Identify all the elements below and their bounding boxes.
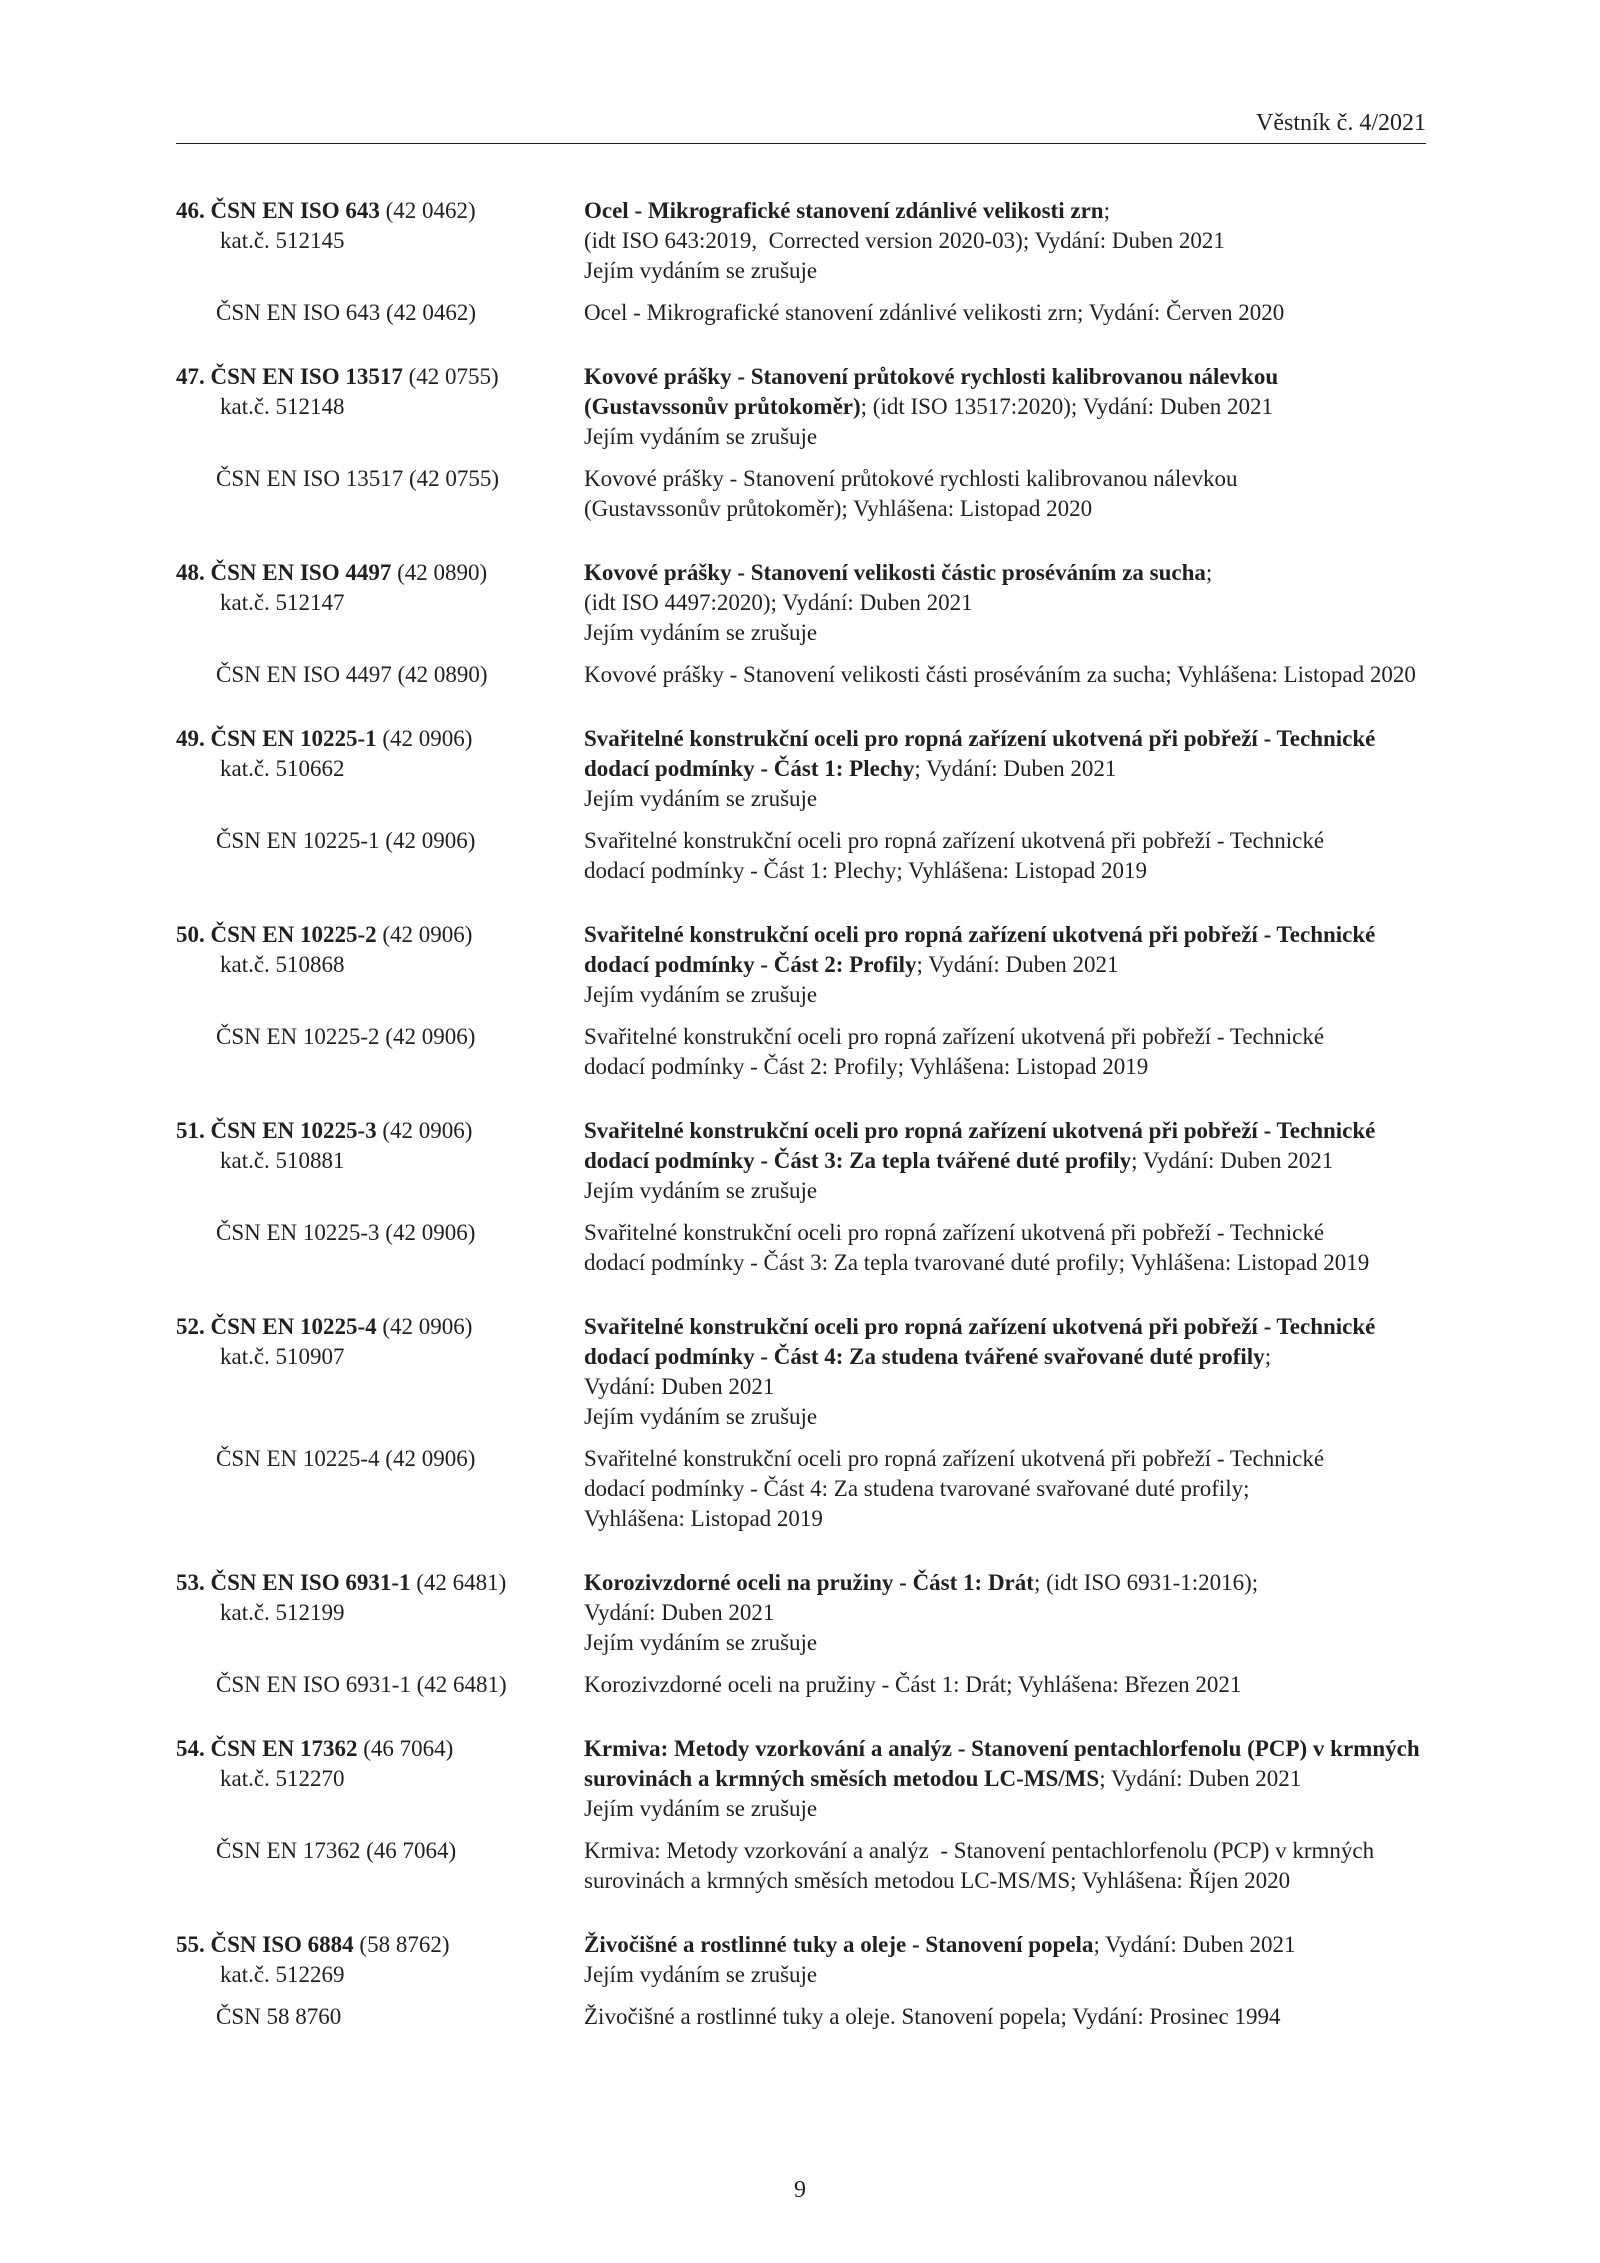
standard-class-number: (42 0462) (379, 198, 476, 223)
entry-number: 55. (176, 1932, 205, 1957)
standard-code: ČSN EN ISO 4497 (210, 560, 392, 585)
entry-number: 54. (176, 1736, 205, 1761)
standard-identifier (176, 558, 584, 648)
standard-title: Korozivzdorné oceli na pružiny - Část 1: Drát (584, 1570, 1034, 1595)
standard-title-line (584, 724, 1426, 754)
standard-code-line (176, 558, 584, 588)
standard-entry (176, 1568, 1426, 1700)
standard-entry (176, 1116, 1426, 1278)
withdrawn-detail-line: Vyhlášena: Listopad 2019 (584, 1506, 823, 1531)
catalogue-number: kat.č. 512199 (220, 1600, 345, 1625)
standard-title-line (584, 1342, 1426, 1372)
withdrawn-code: ČSN EN ISO 643 (42 0462) (216, 300, 477, 325)
standard-title-line (584, 558, 1426, 588)
standard-entry (176, 558, 1426, 690)
replaces-note: Jejím vydáním se zrušuje (584, 982, 818, 1007)
new-standard-row (176, 920, 1426, 1010)
withdrawn-detail-line: dodací podmínky - Část 3: Za tepla tvarované duté profily; Vyhlášena: Listopad 2019 (584, 1250, 1370, 1275)
new-standard-row (176, 724, 1426, 814)
withdrawn-code: ČSN EN ISO 4497 (42 0890) (216, 662, 488, 687)
standard-title-line (584, 920, 1426, 950)
withdrawn-detail-line: dodací podmínky - Část 4: Za studena tvarované svařované duté profily; (584, 1476, 1250, 1501)
new-standard-row (176, 1312, 1426, 1432)
standard-title: Svařitelné konstrukční oceli pro ropná zařízení ukotvená při pobřeží - Technické (584, 1118, 1376, 1143)
standard-title: Svařitelné konstrukční oceli pro ropná zařízení ukotvená při pobřeží - Technické (584, 922, 1376, 947)
standard-code-line (176, 724, 584, 754)
withdrawn-detail-line: Živočišné a rostlinné tuky a oleje. Stanovení popela; Vydání: Prosinec 1994 (584, 2004, 1281, 2029)
standard-detail-line: Vydání: Duben 2021 (584, 1600, 775, 1625)
entry-number: 48. (176, 560, 205, 585)
withdrawn-detail-line: dodací podmínky - Část 2: Profily; Vyhlášena: Listopad 2019 (584, 1054, 1149, 1079)
withdrawn-detail-line: Korozivzdorné oceli na pružiny - Část 1: Drát; Vyhlášena: Březen 2021 (584, 1672, 1242, 1697)
withdrawn-code: ČSN EN 10225-4 (42 0906) (216, 1446, 476, 1471)
standard-title-line (584, 1930, 1426, 1960)
standard-identifier (176, 1930, 584, 1990)
standard-title-line (584, 1312, 1426, 1342)
standard-description (584, 1568, 1426, 1658)
entry-number: 52. (176, 1314, 205, 1339)
standard-code-line (176, 1734, 584, 1764)
header-rule (176, 143, 1426, 144)
standard-title-continued: dodací podmínky - Část 2: Profily (584, 952, 917, 977)
standard-title-continued: surovinách a krmných směsích metodou LC-MS/MS (584, 1766, 1100, 1791)
withdrawn-identifier (176, 826, 584, 886)
catalogue-number: kat.č. 512147 (220, 590, 345, 615)
standard-code-line (176, 362, 584, 392)
standard-title-suffix: ; (1205, 560, 1213, 585)
standard-description (584, 1116, 1426, 1206)
withdrawn-detail-line: Svařitelné konstrukční oceli pro ropná zařízení ukotvená při pobřeží - Technické (584, 1024, 1325, 1049)
bulletin-header: Věstník č. 4/2021 (1256, 110, 1426, 136)
standard-title-suffix: ; Vydání: Duben 2021 (1099, 1766, 1302, 1791)
catalogue-number: kat.č. 510662 (220, 756, 345, 781)
page-number: 9 (794, 2177, 806, 2203)
withdrawn-description (584, 298, 1426, 328)
standard-entry (176, 362, 1426, 524)
catalogue-number: kat.č. 510881 (220, 1148, 345, 1173)
replaces-note: Jejím vydáním se zrušuje (584, 1630, 818, 1655)
standard-code-line (176, 1930, 584, 1960)
withdrawn-code: ČSN EN 17362 (46 7064) (216, 1838, 457, 1863)
withdrawn-standard-row (176, 1218, 1426, 1278)
standard-identifier (176, 920, 584, 1010)
withdrawn-identifier (176, 1218, 584, 1278)
withdrawn-description (584, 660, 1426, 690)
standard-identifier (176, 724, 584, 814)
withdrawn-detail-line: Krmiva: Metody vzorkování a analýz - Stanovení pentachlorfenolu (PCP) v krmných (584, 1838, 1375, 1863)
standard-title-line (584, 1764, 1426, 1794)
new-standard-row (176, 1930, 1426, 1990)
standard-code: ČSN EN 10225-1 (210, 726, 377, 751)
standard-code: ČSN EN 17362 (210, 1736, 358, 1761)
new-standard-row (176, 362, 1426, 452)
withdrawn-identifier (176, 2002, 584, 2032)
withdrawn-standard-row (176, 2002, 1426, 2032)
withdrawn-identifier (176, 298, 584, 328)
withdrawn-detail-line: Kovové prášky - Stanovení průtokové rychlosti kalibrovanou nálevkou (584, 466, 1238, 491)
withdrawn-identifier (176, 1444, 584, 1534)
catalogue-number: kat.č. 512269 (220, 1962, 345, 1987)
standard-title-line (584, 1146, 1426, 1176)
withdrawn-description (584, 826, 1426, 886)
replaces-note: Jejím vydáním se zrušuje (584, 1796, 818, 1821)
withdrawn-detail-line: Svařitelné konstrukční oceli pro ropná zařízení ukotvená při pobřeží - Technické (584, 1446, 1325, 1471)
catalogue-number: kat.č. 512148 (220, 394, 345, 419)
withdrawn-detail-line: Svařitelné konstrukční oceli pro ropná zařízení ukotvená při pobřeží - Technické (584, 828, 1325, 853)
standard-code: ČSN EN ISO 6931-1 (210, 1570, 411, 1595)
withdrawn-detail-line: (Gustavssonův průtokoměr); Vyhlášena: Listopad 2020 (584, 496, 1093, 521)
withdrawn-identifier (176, 1022, 584, 1082)
withdrawn-code: ČSN EN 10225-2 (42 0906) (216, 1024, 476, 1049)
standard-title-line (584, 362, 1426, 392)
standard-title-suffix: ; Vydání: Duben 2021 (1131, 1148, 1334, 1173)
standard-identifier (176, 1568, 584, 1658)
standard-identifier (176, 1116, 584, 1206)
standard-code: ČSN EN 10225-3 (210, 1118, 377, 1143)
withdrawn-standard-row (176, 1022, 1426, 1082)
standard-title-line (584, 1568, 1426, 1598)
standard-description (584, 1312, 1426, 1432)
standard-identifier (176, 362, 584, 452)
withdrawn-identifier (176, 1836, 584, 1896)
standard-identifier (176, 196, 584, 286)
entry-number: 51. (176, 1118, 205, 1143)
entry-number: 46. (176, 198, 205, 223)
standard-identifier (176, 1734, 584, 1824)
standard-entry (176, 1930, 1426, 2032)
standard-code-line (176, 1312, 584, 1342)
standard-code: ČSN EN 10225-4 (210, 1314, 377, 1339)
withdrawn-code: ČSN EN 10225-1 (42 0906) (216, 828, 476, 853)
standard-detail-line: Vydání: Duben 2021 (584, 1374, 775, 1399)
standard-title-continued: dodací podmínky - Část 4: Za studena tvářené svařované duté profily (584, 1344, 1265, 1369)
standard-title-suffix: ; Vydání: Duben 2021 (916, 952, 1119, 977)
standard-class-number: (42 0890) (391, 560, 488, 585)
standard-title-suffix: ; (1264, 1344, 1272, 1369)
standard-description (584, 724, 1426, 814)
standard-class-number: (58 8762) (353, 1932, 450, 1957)
standard-description (584, 558, 1426, 648)
entry-number: 49. (176, 726, 205, 751)
standard-class-number: (42 0906) (376, 1314, 473, 1339)
standard-code-line (176, 196, 584, 226)
new-standard-row (176, 196, 1426, 286)
withdrawn-standard-row (176, 1836, 1426, 1896)
standard-class-number: (42 0755) (402, 364, 499, 389)
standard-title-line (584, 392, 1426, 422)
entry-number: 47. (176, 364, 205, 389)
standard-entry (176, 196, 1426, 328)
withdrawn-description (584, 1218, 1426, 1278)
entry-number: 53. (176, 1570, 205, 1595)
standard-class-number: (42 0906) (376, 1118, 473, 1143)
catalogue-number: kat.č. 510868 (220, 952, 345, 977)
catalogue-number: kat.č. 510907 (220, 1344, 345, 1369)
standard-title-line (584, 950, 1426, 980)
withdrawn-detail-line: Svařitelné konstrukční oceli pro ropná zařízení ukotvená při pobřeží - Technické (584, 1220, 1325, 1245)
standard-code: ČSN EN ISO 643 (210, 198, 380, 223)
withdrawn-code: ČSN EN 10225-3 (42 0906) (216, 1220, 476, 1245)
standard-title-suffix: ; Vydání: Duben 2021 (914, 756, 1117, 781)
standard-identifier (176, 1312, 584, 1432)
withdrawn-code: ČSN 58 8760 (216, 2004, 342, 2029)
withdrawn-detail-line: Ocel - Mikrografické stanovení zdánlivé velikosti zrn; Vydání: Červen 2020 (584, 300, 1285, 325)
standard-title-suffix: ; (idt ISO 6931-1:2016); (1033, 1570, 1259, 1595)
withdrawn-description (584, 464, 1426, 524)
standard-detail-line: (idt ISO 4497:2020); Vydání: Duben 2021 (584, 590, 973, 615)
withdrawn-identifier (176, 1670, 584, 1700)
standard-entry (176, 1734, 1426, 1896)
standards-list (176, 196, 1426, 2066)
standard-title: Kovové prášky - Stanovení velikosti částic proséváním za sucha (584, 560, 1206, 585)
withdrawn-standard-row (176, 826, 1426, 886)
replaces-note: Jejím vydáním se zrušuje (584, 786, 818, 811)
withdrawn-standard-row (176, 298, 1426, 328)
standard-title-line (584, 1116, 1426, 1146)
new-standard-row (176, 1116, 1426, 1206)
standard-class-number: (42 0906) (376, 922, 473, 947)
withdrawn-code: ČSN EN ISO 6931-1 (42 6481) (216, 1672, 507, 1697)
new-standard-row (176, 558, 1426, 648)
standard-title: Živočišné a rostlinné tuky a oleje - Stanovení popela (584, 1932, 1094, 1957)
standard-class-number: (42 0906) (376, 726, 473, 751)
replaces-note: Jejím vydáním se zrušuje (584, 1178, 818, 1203)
new-standard-row (176, 1734, 1426, 1824)
standard-description (584, 1930, 1426, 1990)
replaces-note: Jejím vydáním se zrušuje (584, 620, 818, 645)
standard-code-line (176, 1116, 584, 1146)
withdrawn-standard-row (176, 1670, 1426, 1700)
standard-title-line (584, 1734, 1426, 1764)
withdrawn-code: ČSN EN ISO 13517 (42 0755) (216, 466, 500, 491)
standard-title: Svařitelné konstrukční oceli pro ropná zařízení ukotvená při pobřeží - Technické (584, 726, 1376, 751)
standard-title-line (584, 196, 1426, 226)
standard-description (584, 920, 1426, 1010)
standard-title-suffix: ; Vydání: Duben 2021 (1093, 1932, 1296, 1957)
standard-title-suffix: ; (idt ISO 13517:2020); Vydání: Duben 2021 (860, 394, 1273, 419)
withdrawn-description (584, 1022, 1426, 1082)
standard-description (584, 196, 1426, 286)
standard-detail-line: (idt ISO 643:2019, Corrected version 2020-03); Vydání: Duben 2021 (584, 228, 1225, 253)
standard-entry (176, 724, 1426, 886)
withdrawn-detail-line: dodací podmínky - Část 1: Plechy; Vyhlášena: Listopad 2019 (584, 858, 1148, 883)
standard-code: ČSN ISO 6884 (210, 1932, 354, 1957)
standard-title-continued: dodací podmínky - Část 1: Plechy (584, 756, 915, 781)
standard-title-line (584, 754, 1426, 784)
withdrawn-description (584, 1836, 1426, 1896)
standard-title-continued: (Gustavssonův průtokoměr) (584, 394, 861, 419)
standard-code: ČSN EN 10225-2 (210, 922, 377, 947)
catalogue-number: kat.č. 512270 (220, 1766, 345, 1791)
standard-description (584, 1734, 1426, 1824)
standard-class-number: (42 6481) (410, 1570, 507, 1595)
standard-class-number: (46 7064) (357, 1736, 454, 1761)
withdrawn-identifier (176, 464, 584, 524)
standard-entry (176, 1312, 1426, 1534)
standard-description (584, 362, 1426, 452)
standard-code-line (176, 920, 584, 950)
withdrawn-standard-row (176, 464, 1426, 524)
withdrawn-description (584, 1444, 1426, 1534)
standard-code: ČSN EN ISO 13517 (210, 364, 403, 389)
withdrawn-standard-row (176, 660, 1426, 690)
standard-title: Krmiva: Metody vzorkování a analýz - Stanovení pentachlorfenolu (PCP) v krmných (584, 1736, 1420, 1761)
replaces-note: Jejím vydáním se zrušuje (584, 258, 818, 283)
withdrawn-description (584, 1670, 1426, 1700)
withdrawn-detail-line: surovinách a krmných směsích metodou LC-MS/MS; Vyhlášena: Říjen 2020 (584, 1868, 1291, 1893)
withdrawn-standard-row (176, 1444, 1426, 1534)
catalogue-number: kat.č. 512145 (220, 228, 345, 253)
standard-entry (176, 920, 1426, 1082)
withdrawn-identifier (176, 660, 584, 690)
standard-title-suffix: ; (1103, 198, 1110, 223)
replaces-note: Jejím vydáním se zrušuje (584, 1962, 818, 1987)
standard-title: Kovové prášky - Stanovení průtokové rychlosti kalibrovanou nálevkou (584, 364, 1279, 389)
standard-title-continued: dodací podmínky - Část 3: Za tepla tvářené duté profily (584, 1148, 1132, 1173)
new-standard-row (176, 1568, 1426, 1658)
standard-code-line (176, 1568, 584, 1598)
standard-title: Svařitelné konstrukční oceli pro ropná zařízení ukotvená při pobřeží - Technické (584, 1314, 1376, 1339)
standard-title: Ocel - Mikrografické stanovení zdánlivé velikosti zrn (584, 198, 1104, 223)
withdrawn-description (584, 2002, 1426, 2032)
replaces-note: Jejím vydáním se zrušuje (584, 424, 818, 449)
entry-number: 50. (176, 922, 205, 947)
withdrawn-detail-line: Kovové prášky - Stanovení velikosti části proséváním za sucha; Vyhlášena: Listopad 2020 (584, 662, 1416, 687)
replaces-note: Jejím vydáním se zrušuje (584, 1404, 818, 1429)
